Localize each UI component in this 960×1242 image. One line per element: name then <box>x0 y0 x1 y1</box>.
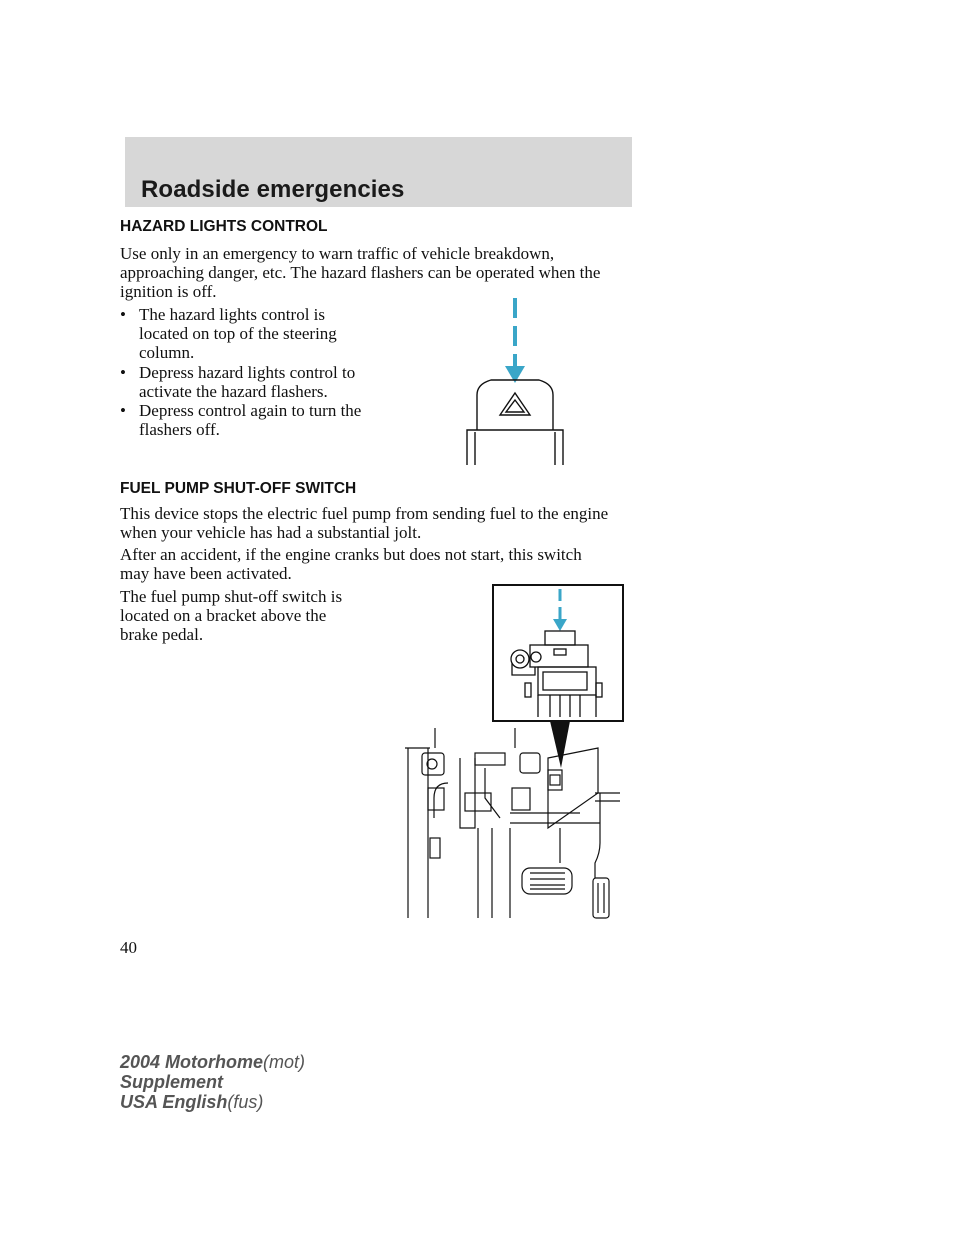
paragraph-line: The fuel pump shut-off switch is <box>120 587 343 606</box>
paragraph-line: After an accident, if the engine cranks but does not start, this switch <box>120 545 582 564</box>
footer-vehicle: 2004 Motorhome <box>120 1052 264 1072</box>
page-number: 40 <box>120 938 137 957</box>
fuel-pump-heading: FUEL PUMP SHUT-OFF SWITCH <box>120 480 357 497</box>
bullet-glyph: • <box>120 401 126 420</box>
fuel-pump-switch-illustration <box>400 583 630 923</box>
bullet-glyph: • <box>120 363 126 382</box>
hazard-intro-line: approaching danger, etc. The hazard flashers can be operated when the <box>120 263 601 282</box>
bullet-line: Depress control again to turn the <box>139 401 362 420</box>
blue-arrow-icon <box>505 298 525 383</box>
fuel-pump-para-2 <box>120 545 582 583</box>
paragraph-line: brake pedal. <box>120 625 204 644</box>
footer-vehicle-code: (mot) <box>263 1052 306 1072</box>
footer-line-3 <box>120 1092 305 1112</box>
hazard-intro-line: Use only in an emergency to warn traffic of vehicle breakdown, <box>120 244 555 263</box>
fuel-pump-para-3 <box>120 587 342 644</box>
bullet-line: located on top of the steering <box>139 324 337 343</box>
footer-language: USA English <box>120 1092 228 1112</box>
document-footer <box>120 1052 305 1112</box>
hazard-bullet-activate <box>120 363 384 401</box>
hazard-bullet-off <box>120 401 384 439</box>
paragraph-line: when your vehicle has had a substantial jolt. <box>120 523 422 542</box>
paragraph-line: may have been activated. <box>120 564 292 583</box>
hazard-switch-illustration <box>455 290 575 470</box>
footer-line-1 <box>120 1052 305 1072</box>
bullet-line: The hazard lights control is <box>139 305 326 324</box>
fuel-pump-para-1 <box>120 504 608 542</box>
section-title: Roadside emergencies <box>141 176 405 203</box>
bullet-line: Depress hazard lights control to <box>139 363 356 382</box>
hazard-intro-line: ignition is off. <box>120 282 217 301</box>
callout-pointer <box>550 721 570 768</box>
footer-language-code: (fus) <box>227 1092 264 1112</box>
hazard-button-icon <box>467 380 563 465</box>
paragraph-line: This device stops the electric fuel pump from sending fuel to the engine <box>120 504 609 523</box>
hazard-bullet-location <box>120 305 384 362</box>
bullet-line: column. <box>139 343 195 362</box>
bullet-line: flashers off. <box>139 420 220 439</box>
bullet-glyph: • <box>120 305 126 324</box>
paragraph-line: located on a bracket above the <box>120 606 327 625</box>
pedal-assembly-icon <box>405 728 620 918</box>
footer-supplement: Supplement <box>120 1072 224 1092</box>
hazard-heading: HAZARD LIGHTS CONTROL <box>120 218 328 235</box>
bullet-line: activate the hazard flashers. <box>139 382 328 401</box>
section-header-band <box>125 137 632 207</box>
